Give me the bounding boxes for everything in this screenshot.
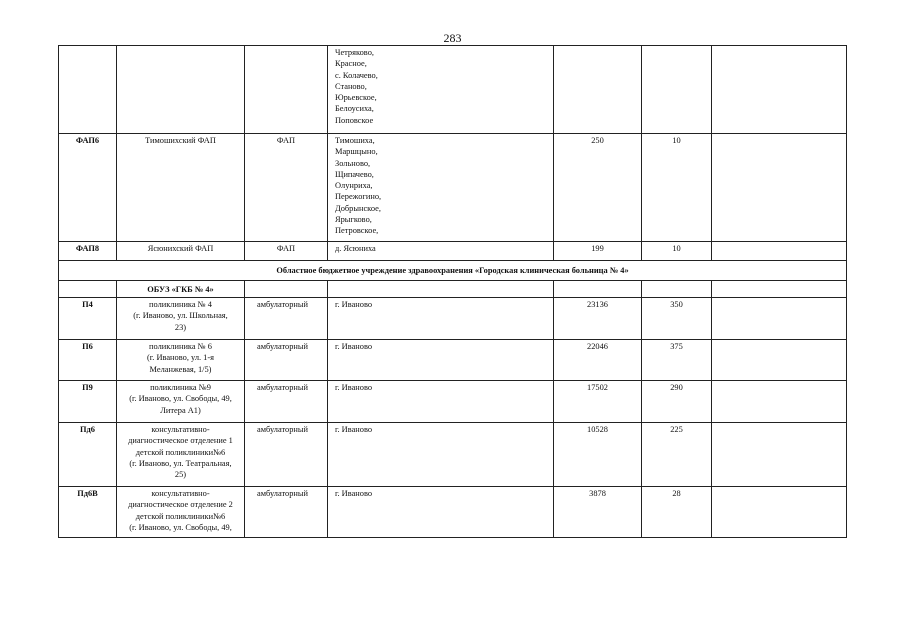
settlements: Четряково, Красное, с. Колачево, Станово, Юрьевское, Белоусиха, Поповское: [328, 46, 554, 134]
table-row: [59, 46, 847, 134]
table-row: [59, 381, 847, 423]
facilities-table: [58, 45, 847, 538]
facility-code: П9: [59, 381, 117, 423]
settlements: Тимошиха, Маршцыно, Зольново, Щипачево, Олунриха, Пережогино, Добрынское, Ярыгково, Петровское,: [328, 134, 554, 242]
value-population: 23136: [554, 298, 642, 340]
facility-code: [59, 46, 117, 134]
value-third: [712, 423, 847, 487]
value-population: 17502: [554, 381, 642, 423]
facility-type: амбулаторный: [245, 487, 328, 538]
empty-cell: [554, 281, 642, 298]
org-header: Областное бюджетное учреждение здравоохранения «Городская клиническая больница № 4»: [59, 261, 847, 281]
facility-code: Пд6: [59, 423, 117, 487]
value-third: [712, 298, 847, 340]
value-population: 22046: [554, 340, 642, 381]
table-row: [59, 423, 847, 487]
facility-code: П6: [59, 340, 117, 381]
value-second: 375: [642, 340, 712, 381]
facility-code: ФАП8: [59, 242, 117, 261]
value-second: 28: [642, 487, 712, 538]
facility-code: П4: [59, 298, 117, 340]
value-population: 3878: [554, 487, 642, 538]
table-row: [59, 298, 847, 340]
value-third: [712, 381, 847, 423]
table-row: [59, 340, 847, 381]
settlements: г. Иваново: [328, 487, 554, 538]
empty-cell: [328, 281, 554, 298]
value-second: 10: [642, 134, 712, 242]
facility-code: ФАП6: [59, 134, 117, 242]
facility-name: поликлиника №9 (г. Иваново, ул. Свободы, 49, Литера А1): [117, 381, 245, 423]
facility-type: амбулаторный: [245, 298, 328, 340]
value-population: 250: [554, 134, 642, 242]
page-number: 283: [443, 31, 462, 45]
facility-type: амбулаторный: [245, 381, 328, 423]
empty-cell: [245, 281, 328, 298]
facility-name: консультативно- диагностическое отделение 2 детской поликлиники№6 (г. Иваново, ул. Свободы, 49,: [117, 487, 245, 538]
org-header-row: [59, 261, 847, 281]
value-second: 10: [642, 242, 712, 261]
facility-type: [245, 46, 328, 134]
settlements: г. Иваново: [328, 381, 554, 423]
value-third: [712, 134, 847, 242]
facility-name: Тимошихский ФАП: [117, 134, 245, 242]
facility-type: амбулаторный: [245, 423, 328, 487]
org-short-name: ОБУЗ «ГКБ № 4»: [117, 281, 245, 298]
table-row: [59, 134, 847, 242]
value-third: [712, 46, 847, 134]
empty-cell: [712, 281, 847, 298]
value-third: [712, 242, 847, 261]
facility-name: [117, 46, 245, 134]
settlements: г. Иваново: [328, 423, 554, 487]
facility-name: поликлиника № 6 (г. Иваново, ул. 1-я Меланжевая, 1/5): [117, 340, 245, 381]
value-population: 199: [554, 242, 642, 261]
value-second: 290: [642, 381, 712, 423]
value-third: [712, 340, 847, 381]
table-row: [59, 487, 847, 538]
facility-type: ФАП: [245, 134, 328, 242]
empty-cell: [59, 281, 117, 298]
facility-name: поликлиника № 4 (г. Иваново, ул. Школьная, 23): [117, 298, 245, 340]
value-population: 10528: [554, 423, 642, 487]
empty-cell: [642, 281, 712, 298]
facility-type: амбулаторный: [245, 340, 328, 381]
settlements: г. Иваново: [328, 298, 554, 340]
facility-name: консультативно- диагностическое отделение 1 детской поликлиники№6 (г. Иваново, ул. Театральная, 25): [117, 423, 245, 487]
value-second: 350: [642, 298, 712, 340]
value-second: [642, 46, 712, 134]
settlements: г. Иваново: [328, 340, 554, 381]
facility-code: Пд6В: [59, 487, 117, 538]
table-row: [59, 242, 847, 261]
facility-type: ФАП: [245, 242, 328, 261]
facility-name: Ясюнихский ФАП: [117, 242, 245, 261]
value-third: [712, 487, 847, 538]
value-population: [554, 46, 642, 134]
settlements: д. Ясюниха: [328, 242, 554, 261]
org-short-row: [59, 281, 847, 298]
value-second: 225: [642, 423, 712, 487]
